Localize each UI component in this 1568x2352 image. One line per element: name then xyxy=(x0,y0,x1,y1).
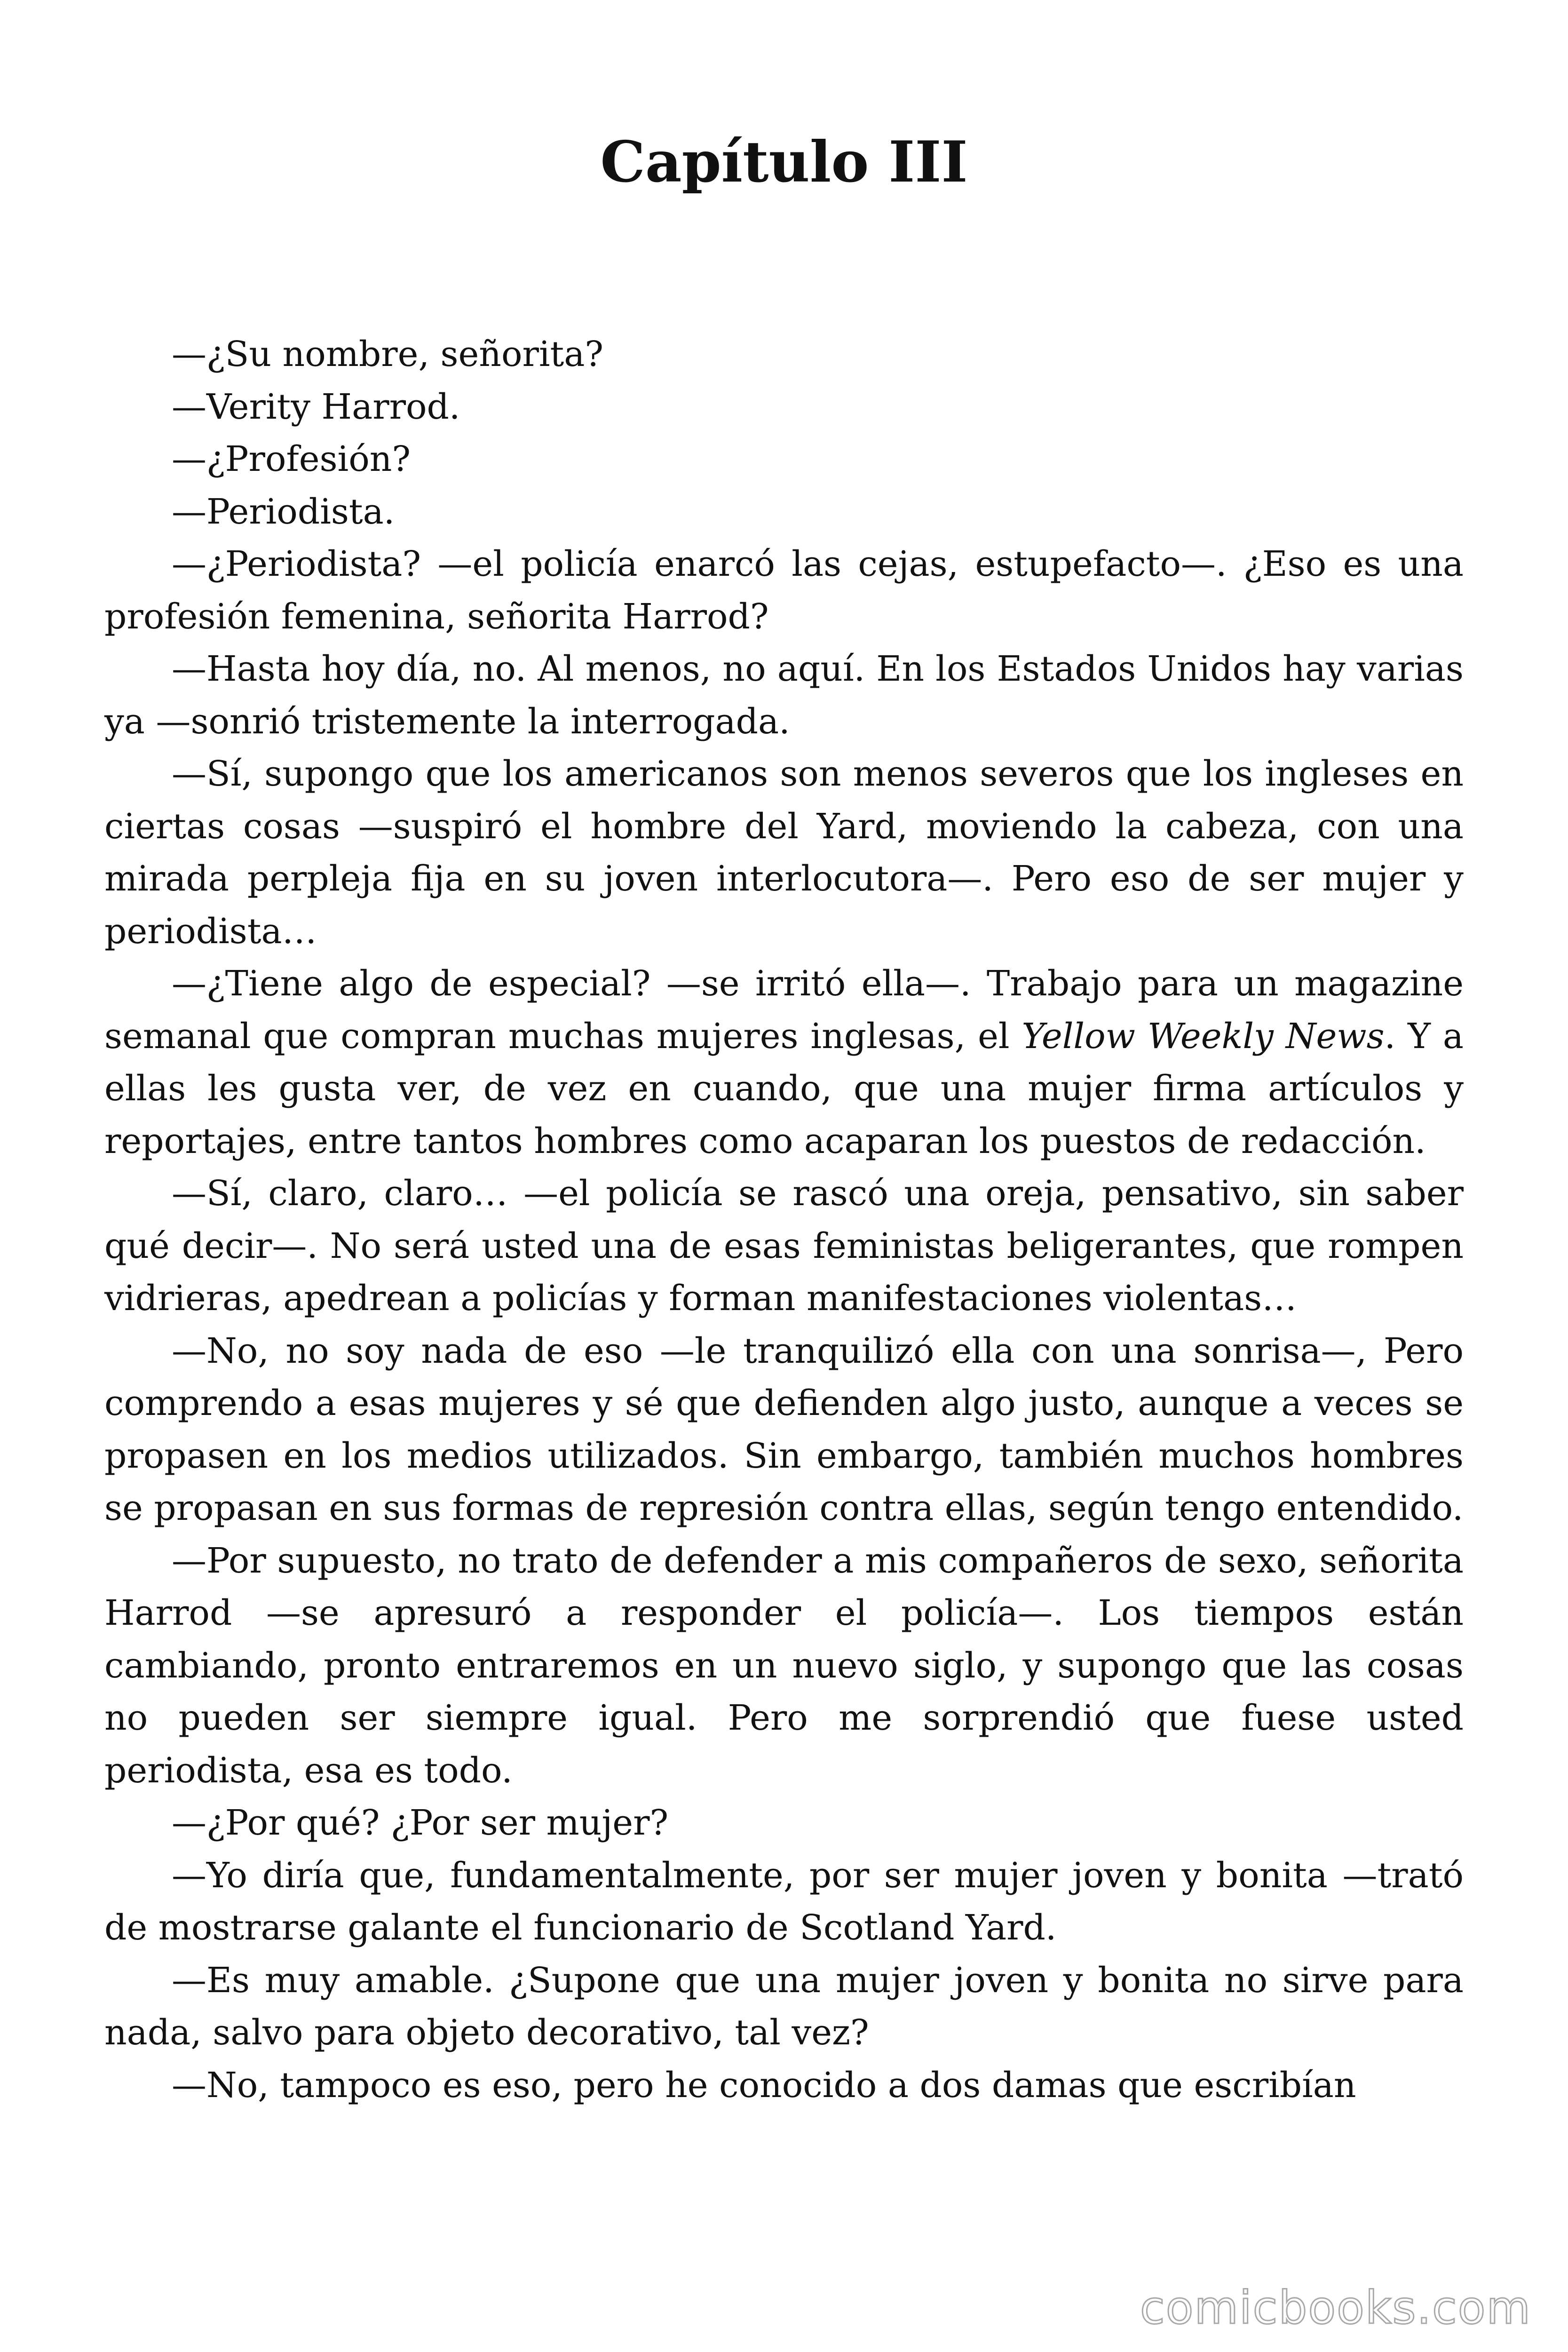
watermark-logo: comicbooks.com xyxy=(1140,2281,1531,2334)
paragraph-text-before: —¿Tiene algo de especial? —se irritó ella—. Trabajo para un magazine semanal que compran muchas mujeres inglesas, el xyxy=(104,963,1464,1057)
paragraph: —Sí, claro, claro… —el policía se rascó una oreja, pensativo, sin saber qué decir—. No será usted una de esas feministas beligerantes, que rompen vidrieras, apedrean a policías y forman manifestaciones violentas… xyxy=(104,1173,1464,1319)
paragraph: —¿Periodista? —el policía enarcó las cejas, estupefacto—. ¿Eso es una profesión femenina, señorita Harrod? xyxy=(104,544,1464,637)
paragraph: —No, tampoco es eso, pero he conocido a dos damas que escribían xyxy=(172,2065,1356,2106)
paragraph: —Periodista. xyxy=(172,491,395,532)
chapter-body xyxy=(104,328,1464,2112)
paragraph: —Yo diría que, fundamentalmente, por ser mujer joven y bonita —trató de mostrarse galante el funcionario de Scotland Yard. xyxy=(104,1855,1464,1948)
paragraph: —¿Por qué? ¿Por ser mujer? xyxy=(172,1803,669,1843)
paragraph: —Es muy amable. ¿Supone que una mujer joven y bonita no sirve para nada, salvo para objeto decorativo, tal vez? xyxy=(104,1960,1464,2053)
paragraph: —Sí, supongo que los americanos son menos severos que los ingleses en ciertas cosas —suspiró el hombre del Yard, moviendo la cabeza, con una mirada perpleja fija en su joven interlocutora—. Pero eso de ser mujer y periodista… xyxy=(104,754,1464,952)
paragraph: —Por supuesto, no trato de defender a mis compañeros de sexo, señorita Harrod —se apresuró a responder el policía—. Los tiempos están cambiando, pronto entraremos en un nuevo siglo, y supongo que las cosas no pueden ser siempre igual. Pero me sorprendió que fuese usted periodista, esa es todo. xyxy=(104,1540,1464,1791)
chapter-title: Capítulo III xyxy=(600,129,968,195)
paragraph-with-magazine-title xyxy=(104,958,1464,1168)
magazine-title: Yellow Weekly News xyxy=(1022,1016,1385,1057)
paragraph: —¿Profesión? xyxy=(172,439,411,479)
paragraph: —Hasta hoy día, no. Al menos, no aquí. En los Estados Unidos hay varias ya —sonrió tristemente la interrogada. xyxy=(104,649,1464,742)
paragraph: —¿Su nombre, señorita? xyxy=(172,334,604,374)
paragraph: —No, no soy nada de eso —le tranquilizó ella con una sonrisa—, Pero comprendo a esas mujeres y sé que defienden algo justo, aunque a veces se propasen en los medios utilizados. Sin embargo, también muchos hombres se propasan en sus formas de represión contra ellas, según tengo entendido. xyxy=(104,1330,1464,1528)
paragraph: —Verity Harrod. xyxy=(172,386,460,427)
paragraph-text-after: . Y a ellas les gusta ver, de vez en cuando, que una mujer firma artículos y reportajes, entre tantos hombres como acaparan los puestos de redacción. xyxy=(104,1016,1464,1161)
